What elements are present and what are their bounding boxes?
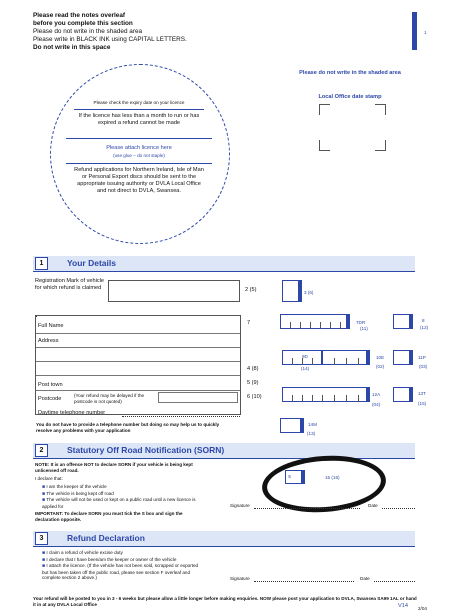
full-name-line[interactable] (36, 333, 240, 334)
stamp-corner (375, 104, 386, 115)
box-marker (409, 350, 413, 365)
code-12a-box[interactable] (282, 387, 370, 402)
code-10e: 10E (376, 355, 385, 360)
code-7: 7 (247, 320, 251, 326)
sorn-s-label: S (288, 474, 292, 479)
box-marker (366, 387, 370, 402)
stamp-corner (319, 140, 330, 151)
section-number: 1 (35, 257, 48, 270)
sorn-signature-label: Signature (230, 503, 250, 508)
postcode-label: Postcode (38, 396, 62, 402)
code-2-5: 2 (5) (245, 287, 257, 293)
sorn-important: IMPORTANT: To declare SORN you must tick the S box and sign the declaration opposite. (35, 511, 183, 522)
code-4-8: 4 (8) (247, 366, 259, 372)
registration-input[interactable] (108, 280, 240, 302)
code-12a: 12A (372, 392, 381, 397)
code-15-16: 15 (16) (325, 475, 340, 480)
expiry-rule-text: If the licence has less than a month to run or has expired a refund cannot be made (78, 113, 200, 126)
header-instructions (33, 12, 263, 52)
sorn-bullet-2: ■ The vehicle is being kept off road (42, 490, 114, 497)
code-8: 8 (422, 318, 425, 323)
attach-licence-sub: (use glue – do not staple) (113, 153, 165, 158)
code-15: (15) (418, 401, 427, 406)
sorn-note: NOTE: It is an offence NOT to declare SORN if your vehicle is being kept unlicensed off road. (35, 462, 193, 473)
page-marker-bar (412, 12, 417, 50)
stamp-corner (375, 140, 386, 151)
section-number: 3 (35, 532, 48, 545)
divider (74, 109, 204, 110)
code-02: (02) (376, 364, 385, 369)
expiry-check-text: Please check the expiry date on your licence (93, 100, 185, 105)
code-04: (04) (372, 402, 381, 407)
address-line-3[interactable] (36, 375, 240, 376)
full-name-label: Full Name (38, 323, 64, 329)
address-label: Address (38, 338, 59, 344)
phone-label: Daytime telephone number (38, 410, 106, 416)
divider (66, 138, 212, 139)
code-14: (14) (301, 366, 310, 371)
sorn-date-line[interactable] (382, 508, 415, 509)
northern-ireland-note: Refund applications for Northern Ireland, Isle of Man or Personal Export discs should be sent to the appropriate issuing authority or DVLA Local Office and not direct to DVLA, Swansea. (74, 167, 204, 194)
sorn-signature-line[interactable] (254, 508, 360, 509)
box-marker (346, 314, 350, 329)
code-14m: 14M (308, 422, 317, 427)
post-town-label: Post town (38, 382, 63, 388)
code-12: (12) (420, 325, 429, 330)
refund-bullet-3: ■ I attach the licence. (If the vehicle has not been sold, scrapped or exported but has been taken off the public road, please see section F overleaf and complete section 2 above.) (42, 563, 199, 581)
footer-instructions: Your refund will be posted to you in 3 - 6 weeks but please allow a little longer before making enquiries. NOW please post your application to DVLA, Swansea SA99 1AL or hand it in at any DVLA Local Office (33, 596, 417, 607)
address-line-2[interactable] (36, 361, 240, 362)
code-03: (03) (419, 364, 428, 369)
code-11: (11) (360, 326, 368, 331)
code-3-6: 3 (6) (304, 290, 314, 295)
code-5-9: 5 (9) (247, 380, 259, 386)
phone-line[interactable] (122, 416, 240, 417)
refund-signature-label: Signature (230, 576, 250, 581)
stamp-label: Local Office date stamp (318, 94, 382, 100)
section-1-header (33, 256, 415, 272)
stamp-corner (319, 104, 330, 115)
box-marker (409, 314, 413, 329)
box-marker (409, 387, 413, 402)
code-6-10: 6 (10) (247, 394, 262, 400)
box-marker (366, 350, 370, 365)
form-date: 2/04 (418, 606, 427, 611)
sorn-bullet-1: ■ I am the keeper of the vehicle (42, 484, 107, 490)
header-line-3: Please do not write in the shaded area (33, 28, 143, 35)
header-line-1: Please read the notes overleaf (33, 12, 125, 19)
section-title: Your Details (67, 258, 116, 268)
header-line-2: before you complete this section (33, 20, 133, 27)
sorn-bullet-list (42, 484, 210, 509)
section-number: 2 (35, 444, 48, 457)
refund-date-label: Date (360, 576, 370, 581)
postcode-input[interactable] (158, 392, 238, 403)
sorn-declare: I declare that: (35, 476, 63, 481)
section-2-header (33, 443, 415, 459)
address-line-1[interactable] (36, 347, 240, 348)
box-marker (301, 470, 305, 484)
refund-bullet-1: ■ I claim a refund of vehicle excise duty (42, 550, 123, 556)
section-title: Statutory Off Road Notification (SORN) (67, 445, 225, 455)
code-9d: 9D (302, 354, 308, 359)
code-13: (13) (307, 431, 316, 436)
page-number: 1 (424, 30, 427, 35)
refund-date-line[interactable] (374, 581, 415, 582)
code-11p: 11P (418, 355, 426, 360)
divider (66, 163, 212, 164)
attach-licence-title: Please attach licence here (106, 145, 172, 151)
box-marker (298, 280, 302, 302)
sorn-bullet-3: ■ The vehicle will not be used or kept on a public road until a new licence is applied for (42, 497, 196, 509)
registration-label: Registration Mark of vehicle for which refund is claimed (35, 278, 105, 291)
refund-signature-line[interactable] (254, 581, 354, 582)
form-code: V14 (398, 603, 408, 609)
phone-note: You do not have to provide a telephone number but doing so may help us to quickly resolve any problems with your application (36, 422, 220, 433)
shaded-area-note: Please do not write in the shaded area (299, 70, 401, 76)
refund-bullet-list (42, 550, 202, 581)
box-marker (300, 418, 304, 433)
section-title: Refund Declaration (67, 533, 145, 543)
sorn-date-label: Date (368, 503, 378, 508)
code-13t: 13T (418, 391, 426, 396)
code-7dr: 7DR (356, 320, 366, 325)
header-line-5: Do not write in this space (33, 44, 111, 51)
post-town-line[interactable] (36, 390, 240, 391)
postcode-note: (Your refund may be delayed if the postcode is not quoted) (74, 393, 145, 404)
section-3-header (33, 531, 415, 547)
header-line-4: Please write in BLACK INK using CAPITAL LETTERS. (33, 36, 187, 43)
refund-bullet-2: ■ I declare that I have been/am the keeper or owner of the vehicle (42, 556, 177, 563)
